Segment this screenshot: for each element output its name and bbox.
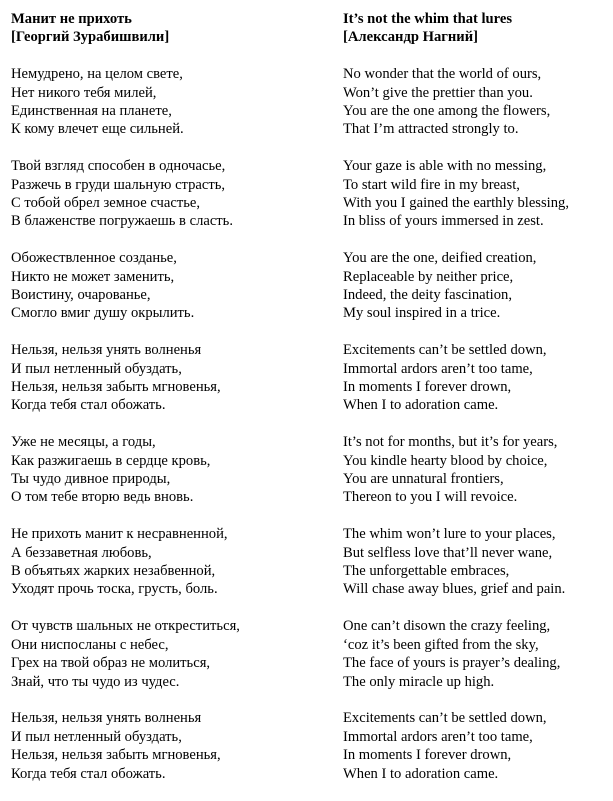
russian-poem-author: [Георгий Зурабишвили] [11,29,170,46]
poem-line: Нельзя, нельзя унять волненья [11,710,202,727]
poem-line: With you I gained the earthly blessing, [343,195,569,212]
poem-line: When I to adoration came. [343,765,499,782]
poem-line: ‘coz it’s been gifted from the sky, [343,636,539,653]
poem-line: The only miracle up high. [343,673,495,690]
poem-line: Won’t give the prettier than you. [343,84,533,101]
poem-line: Не прихоть манит к несравненной, [11,526,228,543]
english-stanza [343,65,605,139]
russian-stanza [11,617,311,691]
poem-line: В объятьях жарких незабвенной, [11,563,216,580]
poem-line: О том тебе вторю ведь вновь. [11,489,194,506]
poem-line: А беззаветная любовь, [11,544,152,561]
poem-line: К кому влечет еще сильней. [11,121,184,138]
poem-line: Как разжигаешь в сердце кровь, [11,452,211,469]
poem-line: Немудрено, на целом свете, [11,66,183,83]
poem-line: One can’t disown the crazy feeling, [343,618,551,635]
poem-line: Replaceable by neither price, [343,268,514,285]
english-stanza [343,525,605,599]
english-stanzas [343,65,605,783]
poem-line: Воистину, очарованье, [11,287,151,304]
english-stanza [343,617,605,691]
poem-line: В блаженстве погружаешь в сласть. [11,213,233,230]
poem-line: In bliss of yours immersed in zest. [343,213,544,230]
poem-line: Уже не месяцы, а годы, [11,434,156,451]
poem-line: But selfless love that’ll never wane, [343,544,553,561]
poem-line: Обожествленное созданье, [11,250,177,267]
poem-line: Your gaze is able with no messing, [343,158,547,175]
poem-line: Грех на твой образ не молиться, [11,655,211,672]
poem-line: My soul inspired in a trice. [343,305,501,322]
poem-line: You kindle hearty blood by choice, [343,452,548,469]
poem-line: Нельзя, нельзя забыть мгновенья, [11,379,221,396]
russian-stanza [11,65,311,139]
poem-line: Никто не может заменить, [11,268,175,285]
poem-line: Нельзя, нельзя унять волненья [11,342,202,359]
poem-line: In moments I forever drown, [343,379,512,396]
poem-line: You are the one among the flowers, [343,103,551,119]
poem-line: Will chase away blues, grief and pain. [343,581,566,598]
poem-line: Excitements can’t be settled down, [343,342,547,359]
poem-line: С тобой обрел земное счастье, [11,195,200,212]
poem-line: When I to adoration came. [343,397,499,414]
poem-line: Единственная на планете, [11,103,172,119]
poem-line: That I’m attracted strongly to. [343,121,519,138]
poem-line: Смогло вмиг душу окрылить. [11,305,195,322]
russian-stanza [11,249,311,323]
poem-line: You are unnatural frontiers, [343,471,504,488]
poem-line: The unforgettable embraces, [343,563,510,580]
poem-line: To start wild fire in my breast, [343,176,520,193]
poem-line: Когда тебя стал обожать. [11,397,166,414]
english-poem-author: [Александр Нагний] [343,29,478,46]
poem-line: Нельзя, нельзя забыть мгновенья, [11,747,221,764]
poem-line: Уходят прочь тоска, грусть, боль. [11,581,218,598]
poem-line: Разжечь в груди шальную страсть, [11,176,226,193]
english-poem-title: It’s not the whim that lures [343,11,513,27]
poem-line: You are the one, deified creation, [343,250,537,267]
poem-line: Они ниспосланы с небес, [11,636,169,653]
poem-line: Immortal ardors aren’t too tame, [343,728,533,745]
english-title-block [343,10,605,47]
poem-line: It’s not for months, but it’s for years, [343,434,558,451]
russian-stanza [11,157,311,231]
russian-stanza [11,433,311,507]
english-stanza [343,157,605,231]
poem-line: Нет никого тебя милей, [11,84,157,101]
poem-line: И пыл нетленный обуздать, [11,360,182,377]
poem-line: Когда тебя стал обожать. [11,765,166,782]
russian-title-block [11,10,311,47]
poem-line: И пыл нетленный обуздать, [11,728,182,745]
english-stanza [343,709,605,783]
russian-stanza [11,341,311,415]
poem-line: Indeed, the deity fascination, [343,287,512,304]
russian-stanza [11,709,311,783]
russian-stanzas [11,65,311,783]
english-stanza [343,341,605,415]
poem-line: The whim won’t lure to your places, [343,526,556,543]
poem-line: Excitements can’t be settled down, [343,710,547,727]
russian-poem-title: Манит не прихоть [11,11,132,27]
poem-line: In moments I forever drown, [343,747,512,764]
poem-line: Thereon to you I will revoice. [343,489,518,506]
english-stanza [343,249,605,323]
poem-line: Immortal ardors aren’t too tame, [343,360,533,377]
russian-poem-column [11,10,311,801]
english-poem-column [343,10,605,801]
russian-stanza [11,525,311,599]
poem-line: Знай, что ты чудо из чудес. [11,673,180,690]
poem-line: No wonder that the world of ours, [343,66,542,83]
poem-line: Ты чудо дивное природы, [11,471,171,488]
poem-line: The face of yours is prayer’s dealing, [343,655,561,672]
poem-line: От чувств шальных не откреститься, [11,618,240,635]
poem-line: Твой взгляд способен в одночасье, [11,158,226,175]
english-stanza [343,433,605,507]
